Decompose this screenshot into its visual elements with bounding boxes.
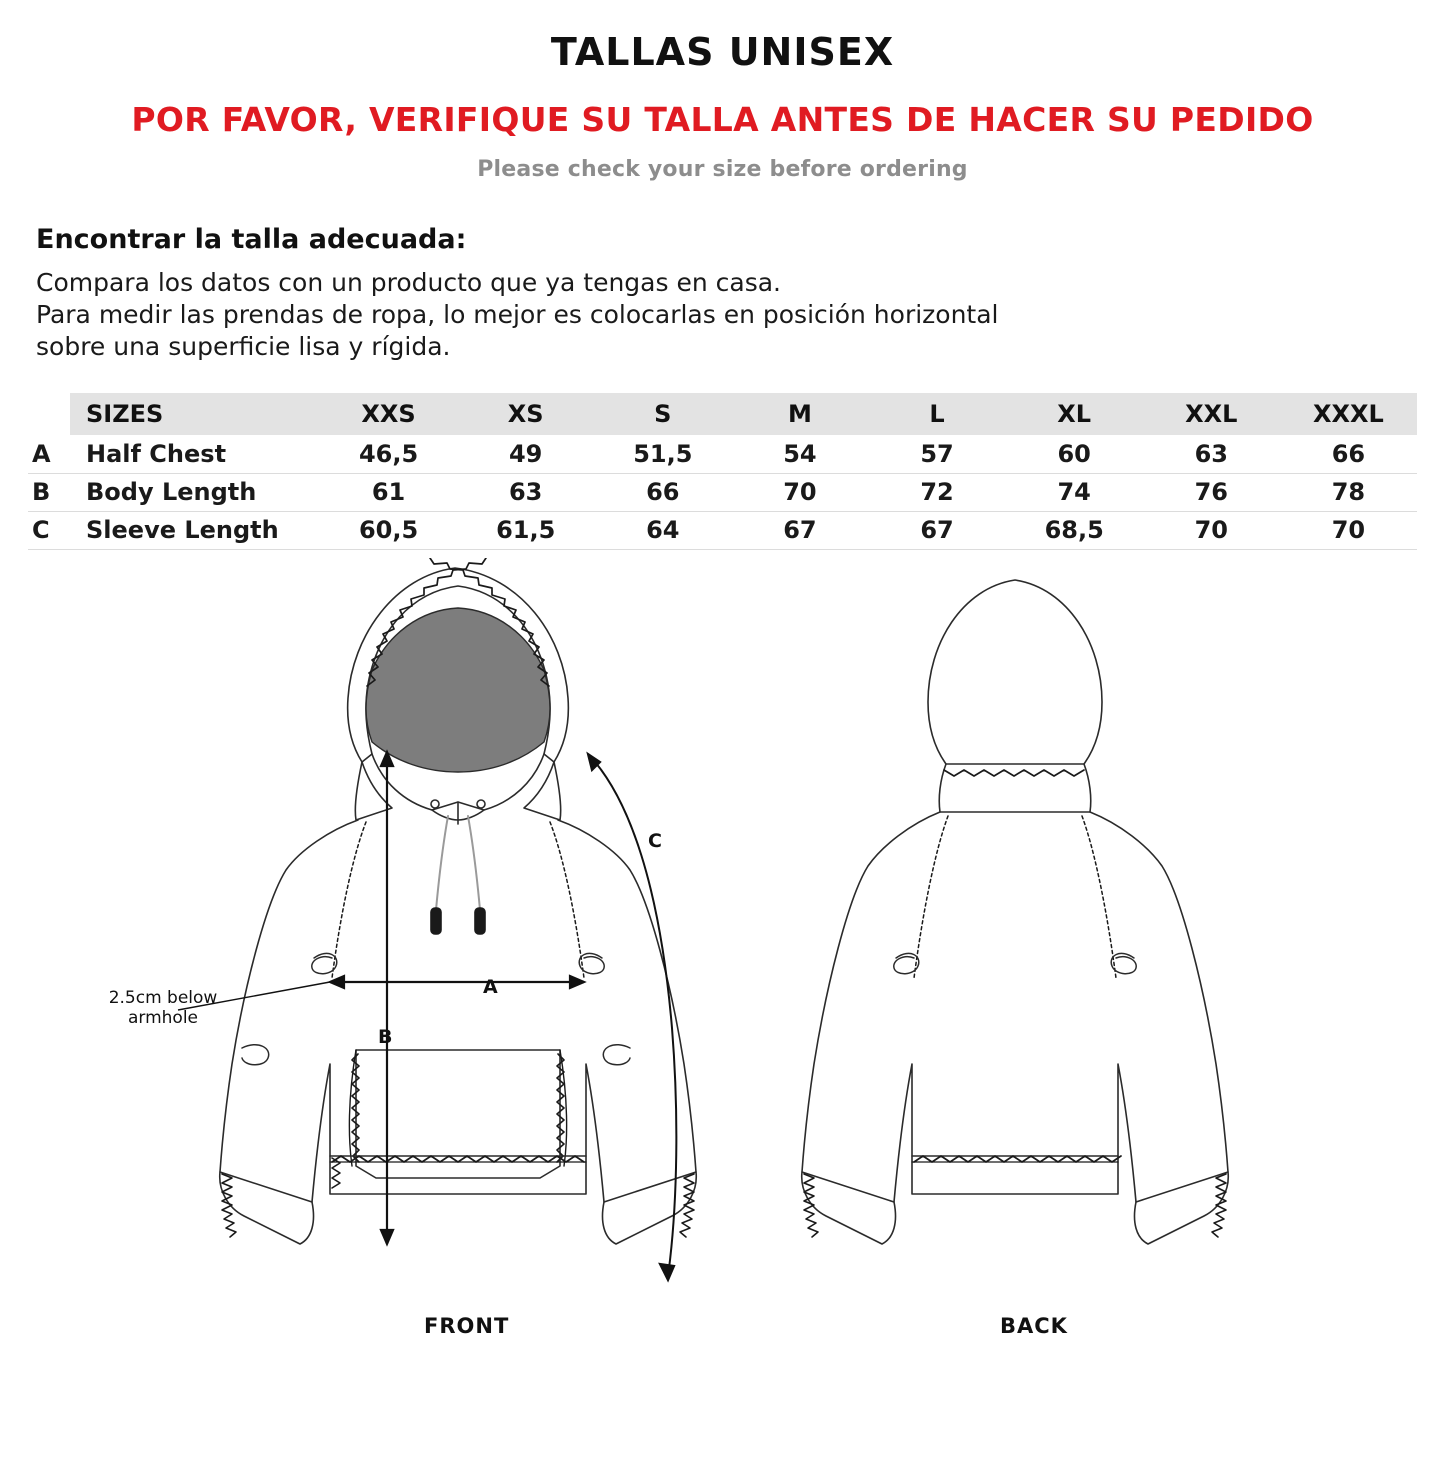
table-header-size-4: L — [869, 393, 1006, 435]
row-letter-c: C — [32, 516, 50, 544]
cell-a-m: 54 — [783, 439, 817, 468]
table-header-sizes: SIZES — [70, 393, 320, 435]
cell-a-xxs: 46,5 — [358, 439, 419, 468]
hoodie-illustration-svg — [0, 558, 1445, 1348]
table-header-size-6: XXL — [1143, 393, 1280, 435]
cell-b-xxl: 76 — [1194, 478, 1229, 506]
table-header-letter — [28, 393, 70, 435]
cell-a-xxxl: 66 — [1331, 439, 1366, 468]
caption-front: FRONT — [424, 1313, 510, 1338]
cell-c-m: 67 — [783, 516, 817, 544]
page-title: TALLAS UNISEX — [550, 30, 895, 74]
row-label-body-length: Body Length — [86, 478, 257, 506]
table-row — [28, 435, 1417, 473]
how-to-measure-heading: Encontrar la talla adecuada: — [36, 224, 467, 255]
cell-a-s: 51,5 — [633, 439, 693, 468]
dimension-label-c: C — [648, 829, 662, 852]
size-chart-page — [0, 30, 1445, 1475]
row-letter-a: A — [32, 439, 51, 468]
cell-c-xs: 61,5 — [496, 516, 556, 544]
cell-b-m: 70 — [783, 478, 817, 506]
dimension-label-b: B — [378, 1025, 393, 1048]
cell-a-xxl: 63 — [1194, 439, 1229, 468]
hoodie-diagram — [0, 558, 1445, 1348]
warning-subtitle-english: Please check your size before ordering — [477, 157, 968, 182]
cell-a-xl: 60 — [1057, 439, 1091, 468]
table-header-size-2: S — [594, 393, 731, 435]
cell-c-xxxl: 70 — [1331, 516, 1366, 544]
table-header-size-0: XXS — [320, 393, 457, 435]
how-to-measure-line-3: sobre una superficie lisa y rígida. — [36, 332, 451, 361]
table-row — [28, 511, 1417, 549]
row-letter-b: B — [32, 478, 51, 506]
size-table — [28, 393, 1417, 550]
how-to-measure-line-2: Para medir las prendas de ropa, lo mejor es colocarlas en posición horizontal — [36, 300, 999, 329]
cell-c-xxs: 60,5 — [358, 516, 419, 544]
table-header-row — [28, 393, 1417, 435]
armhole-note: 2.5cm below armhole — [108, 987, 218, 1028]
cell-b-xxs: 61 — [371, 478, 406, 506]
how-to-measure-section — [36, 224, 1416, 363]
caption-back: BACK — [1000, 1313, 1068, 1338]
cell-b-l: 72 — [920, 478, 954, 506]
warning-subtitle-spanish: POR FAVOR, VERIFIQUE SU TALLA ANTES DE HACER SU PEDIDO — [131, 100, 1314, 139]
cell-c-xxl: 70 — [1194, 516, 1229, 544]
table-header-size-7: XXXL — [1280, 393, 1417, 435]
table-row — [28, 473, 1417, 511]
table-header-size-1: XS — [457, 393, 594, 435]
how-to-measure-line-1: Compara los datos con un producto que ya tengas en casa. — [36, 268, 781, 297]
cell-a-xs: 49 — [508, 439, 543, 468]
cell-b-xs: 63 — [508, 478, 543, 506]
row-label-half-chest: Half Chest — [86, 439, 227, 468]
table-header-size-3: M — [731, 393, 868, 435]
cell-c-s: 64 — [646, 516, 680, 544]
row-label-sleeve-length: Sleeve Length — [86, 516, 279, 544]
dimension-label-a: A — [483, 975, 498, 998]
cell-b-xl: 74 — [1057, 478, 1091, 506]
cell-b-s: 66 — [646, 478, 680, 506]
table-header-size-5: XL — [1006, 393, 1143, 435]
cell-c-l: 67 — [920, 516, 954, 544]
cell-b-xxxl: 78 — [1331, 478, 1366, 506]
cell-a-l: 57 — [920, 439, 954, 468]
cell-c-xl: 68,5 — [1044, 516, 1104, 544]
